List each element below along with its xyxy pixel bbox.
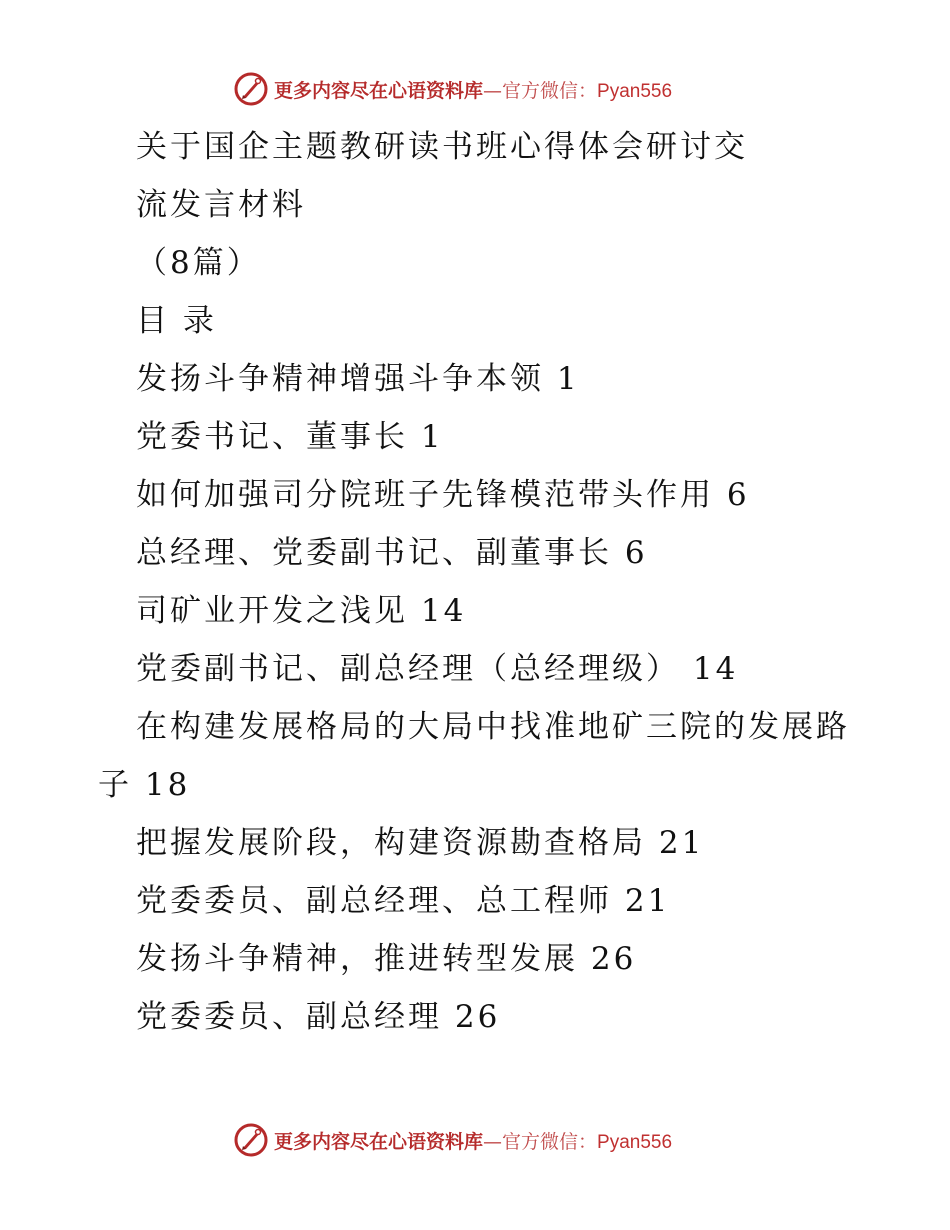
- quill-logo-icon: [234, 72, 268, 106]
- toc-item-continuation: 子 18: [98, 767, 191, 803]
- watermark-text: [274, 76, 672, 103]
- toc-item: 党委委员、副总经理、总工程师 21: [136, 883, 671, 919]
- toc-heading: 目 录: [136, 303, 217, 339]
- watermark-separator: —: [483, 1130, 503, 1153]
- toc-item: 党委副书记、副总经理（总经理级） 14: [136, 651, 739, 687]
- toc-item: 党委委员、副总经理 26: [136, 999, 501, 1035]
- watermark-text: [274, 1127, 672, 1154]
- toc-item: 如何加强司分院班子先锋模范带头作用 6: [136, 477, 750, 513]
- quill-logo-icon: [234, 1123, 268, 1157]
- document-title-line-2: 流发言材料: [136, 187, 306, 223]
- watermark-official-text: 官方微信：: [502, 79, 598, 102]
- toc-item: 发扬斗争精神，推进转型发展 26: [136, 941, 637, 977]
- header-watermark: [234, 70, 714, 108]
- document-body: [98, 118, 878, 1046]
- toc-item: 把握发展阶段，构建资源勘查格局 21: [136, 825, 705, 861]
- watermark-account-id: Pyan556: [597, 80, 673, 102]
- toc-item: 总经理、党委副书记、副董事长 6: [136, 535, 648, 571]
- document-title-line-1: 关于国企主题教研读书班心得体会研讨交: [136, 129, 748, 165]
- watermark-official-text: 官方微信：: [502, 1130, 598, 1153]
- document-count: （8篇）: [136, 245, 261, 281]
- watermark-main-text: 更多内容尽在心语资料库: [274, 79, 484, 102]
- toc-item: 司矿业开发之浅见 14: [136, 593, 467, 629]
- watermark-separator: —: [483, 79, 503, 102]
- watermark-account-id: Pyan556: [597, 1131, 673, 1153]
- toc-item: 党委书记、董事长 1: [136, 419, 444, 455]
- toc-item: 发扬斗争精神增强斗争本领 1: [136, 361, 580, 397]
- watermark-main-text: 更多内容尽在心语资料库: [274, 1130, 484, 1153]
- toc-item: 在构建发展格局的大局中找准地矿三院的发展路: [136, 709, 850, 745]
- footer-watermark: [234, 1121, 714, 1159]
